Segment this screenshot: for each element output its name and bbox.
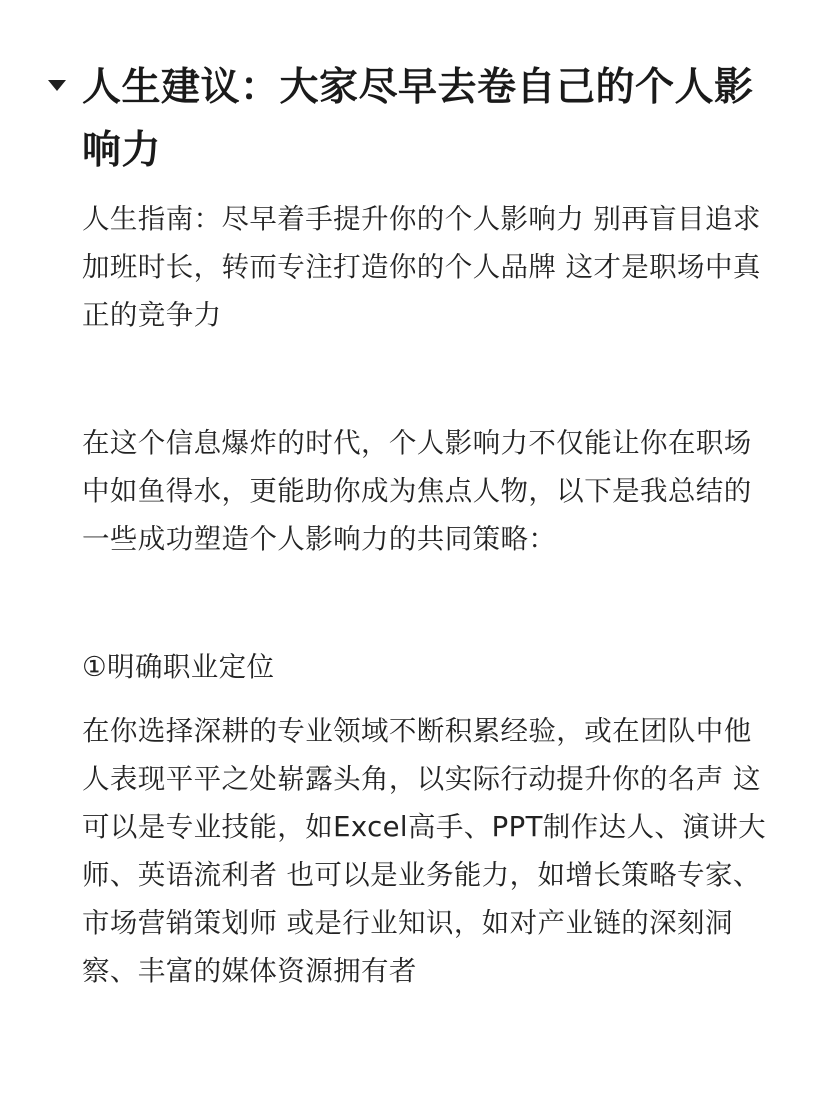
section-1-title: ①明确职业定位 [82,651,275,683]
page-title: 人生建议：大家尽早去卷自己的个人影响力 [82,65,754,173]
context-paragraph: 在这个信息爆炸的时代，个人影响力不仅能让你在职场中如鱼得水，更能助你成为焦点人物，以下是我总结的一些成功塑造个人影响力的共同策略： [82,427,752,555]
intro-paragraph: 人生指南：尽早着手提升你的个人影响力 别再盲目追求加班时长，转而专注打造你的个人品牌 这才是职场中真正的竞争力 [82,203,761,331]
section-1-body: 在你选择深耕的专业领域不断积累经验，或在团队中他人表现平平之处崭露头角，以实际行动提升你的名声 这可以是专业技能，如Excel高手、PPT制作达人、演讲大师、英语流利者 也可以是业务能力，如增长策略专家、市场营销策划师 或是行业知识，如对产业链的深刻洞察、丰富的媒体资源拥有者 [82,715,767,987]
triangle-down-icon[interactable] [48,80,66,91]
